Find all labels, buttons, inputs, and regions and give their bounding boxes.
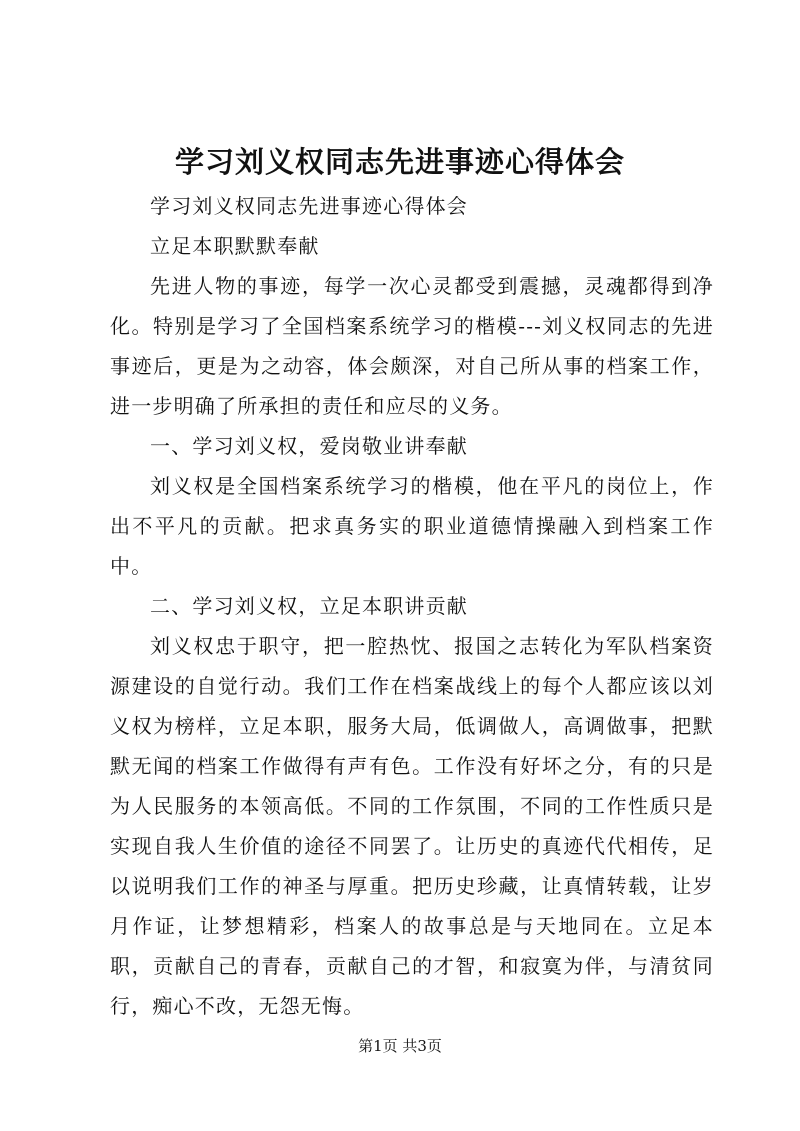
section-heading-2: 二、学习刘义权，立足本职讲贡献: [150, 594, 468, 618]
paragraph-section-1: 刘义权是全国档案系统学习的楷模，他在平凡的岗位上，作出不平凡的贡献。把求真务实的职业道德情操融入到档案工作中。: [110, 474, 714, 578]
paragraph-subtitle: 学习刘义权同志先进事迹心得体会: [150, 194, 468, 218]
section-heading-1: 一、学习刘义权，爱岗敬业讲奉献: [150, 434, 468, 458]
paragraph-heading: 立足本职默默奉献: [150, 234, 320, 258]
page-number-footer: 第1页 共3页: [358, 1037, 442, 1055]
document-body: [110, 186, 714, 1026]
document-title: 学习刘义权同志先进事迹心得体会: [174, 145, 625, 179]
paragraph-intro: 先进人物的事迹，每学一次心灵都受到震撼，灵魂都得到净化。特别是学习了全国档案系统学习的楷模---刘义权同志的先进事迹后，更是为之动容，体会颇深，对自己所从事的档案工作，进一步明确了所承担的责任和应尽的义务。: [110, 274, 714, 418]
paragraph-section-2: 刘义权忠于职守，把一腔热忱、报国之志转化为军队档案资源建设的自觉行动。我们工作在档案战线上的每个人都应该以刘义权为榜样，立足本职，服务大局，低调做人，高调做事，把默默无闻的档案工作做得有声有色。工作没有好坏之分，有的只是为人民服务的本领高低。不同的工作氛围，不同的工作性质只是实现自我人生价值的途径不同罢了。让历史的真迹代代相传，足以说明我们工作的神圣与厚重。把历史珍藏，让真情转载，让岁月作证，让梦想精彩，档案人的故事总是与天地同在。立足本职，贡献自己的青春，贡献自己的才智，和寂寞为伴，与清贫同行，痴心不改，无怨无悔。: [110, 634, 714, 1018]
